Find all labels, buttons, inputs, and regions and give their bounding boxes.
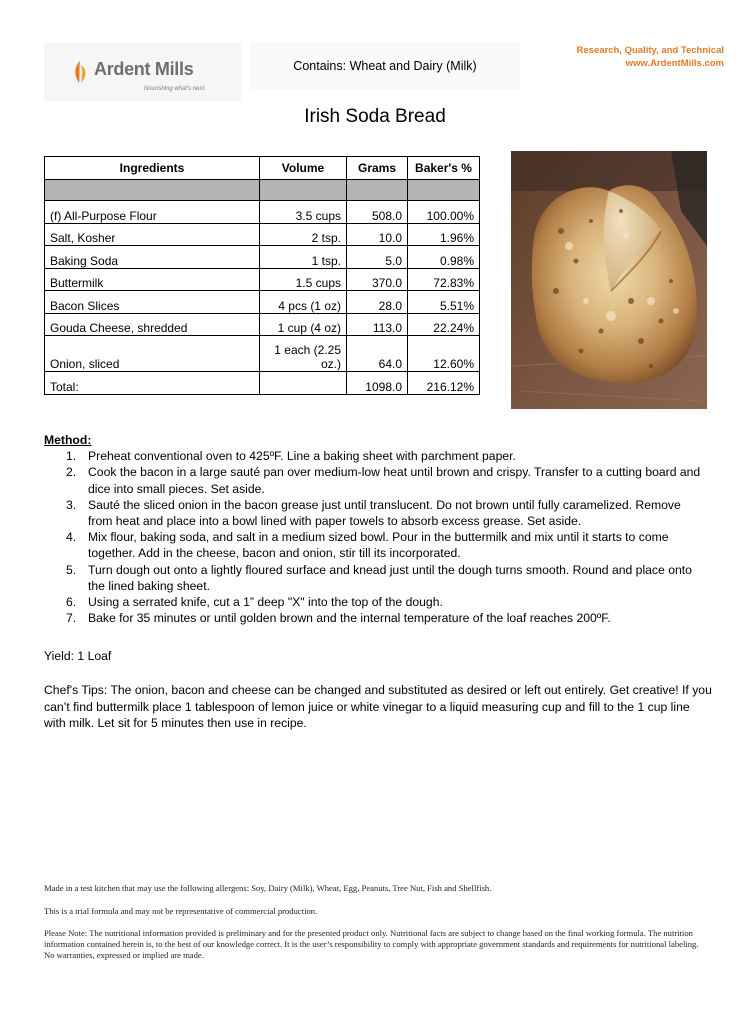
ingredient-name: Onion, sliced: [45, 336, 260, 372]
ingredient-percent: 1.96%: [408, 223, 480, 246]
table-row: [45, 336, 480, 372]
ingredient-grams: 5.0: [347, 246, 408, 269]
ingredient-percent: 0.98%: [408, 246, 480, 269]
ingredient-name: Buttermilk: [45, 268, 260, 291]
website-link[interactable]: www.ArdentMills.com: [625, 58, 724, 69]
ingredient-name: Baking Soda: [45, 246, 260, 269]
table-row: [45, 291, 480, 314]
table-row: [45, 246, 480, 269]
method-step: 2. Cook the bacon in a large sauté pan over medium-low heat until brown and crispy. Transfer to a cutting board and dice into small pieces. Set aside.: [66, 465, 701, 496]
department-label: Research, Quality, and Technical: [576, 45, 724, 56]
ingredient-grams: 28.0: [347, 291, 408, 314]
ingredient-volume: 2 tsp.: [260, 223, 347, 246]
ingredient-grams: 508.0: [347, 201, 408, 224]
ingredient-percent: 22.24%: [408, 313, 480, 336]
ingredients-table: [44, 156, 480, 395]
ingredient-volume: 3.5 cups: [260, 201, 347, 224]
method-steps: [44, 448, 704, 626]
bread-photo: [511, 151, 707, 409]
footer-allergens: Made in a test kitchen that may use the following allergens: Soy, Dairy (Milk), Wheat, Egg, Peanuts, Tree Nut, Fish and Shellfish.: [44, 883, 492, 893]
table-total-row: [45, 372, 480, 395]
method-step: 5. Turn dough out onto a lightly floured surface and knead just until the dough turns smooth. Round and place onto the lined baking sheet.: [66, 562, 692, 593]
col-header-grams: Grams: [347, 157, 408, 180]
corporate-info: [577, 44, 724, 70]
total-grams: 1098.0: [347, 372, 408, 395]
ingredient-volume: 1.5 cups: [260, 268, 347, 291]
chefs-tips: Chef's Tips: The onion, bacon and cheese can be changed and substituted as desired or left out entirely. Get creative! If you can’t find buttermilk place 1 tablespoon of lemon juice or white vinegar to a liquid measuring cup and fill to the 1 cup line with milk. Let sit for 5 minutes then use in recipe.: [44, 683, 712, 730]
ingredient-grams: 370.0: [347, 268, 408, 291]
ingredient-grams: 10.0: [347, 223, 408, 246]
ingredient-percent: 72.83%: [408, 268, 480, 291]
method-heading: Method:: [44, 433, 92, 447]
method-step: 6. Using a serrated knife, cut a 1” deep "X" into the top of the dough.: [66, 595, 443, 610]
col-header-volume: Volume: [260, 157, 347, 180]
table-header-row: [45, 157, 480, 180]
wheat-leaf-icon: [70, 59, 90, 85]
footer-nutrition-note: Please Note: The nutritional information provided is preliminary and for the presented product only. Nutritional facts are subject to change based on the final working formula. The nutrition information contained herein is, to the best of our knowledge correct. It is the user’s responsibility to comply with appropriate government standards and requirements for nutritional labeling. No warranties, expressed or implied are made.: [44, 928, 699, 960]
brand-logo: [44, 42, 242, 102]
total-percent: 216.12%: [408, 372, 480, 395]
ingredient-name: (f) All-Purpose Flour: [45, 201, 260, 224]
method-step: 4. Mix flour, baking soda, and salt in a medium sized bowl. Pour in the buttermilk and mix until it starts to come together. Add in the cheese, bacon and onion, stir till its incorporated.: [66, 530, 669, 561]
ingredient-volume: 4 pcs (1 oz): [260, 291, 347, 314]
recipe-yield: Yield: 1 Loaf: [44, 649, 112, 663]
ingredient-percent: 5.51%: [408, 291, 480, 314]
method-step: 1. Preheat conventional oven to 425ºF. Line a baking sheet with parchment paper.: [66, 449, 516, 464]
ingredient-percent: 12.60%: [408, 336, 480, 372]
ingredient-name: Gouda Cheese, shredded: [45, 313, 260, 336]
method-step: 3. Sauté the sliced onion in the bacon grease just until translucent. Do not brown until fully caramelized. Remove from heat and place into a bowl lined with paper towels to absorb excess grease. Set aside.: [66, 497, 681, 529]
table-row: [45, 313, 480, 336]
method-step: 7. Bake for 35 minutes or until golden brown and the internal temperature of the loaf reaches 200ºF.: [66, 611, 611, 626]
table-row: [45, 201, 480, 224]
ingredient-name: Salt, Kosher: [45, 223, 260, 246]
col-header-ingredients: Ingredients: [45, 157, 260, 180]
allergen-notice-box: [250, 42, 520, 90]
table-row: [45, 223, 480, 246]
ingredient-volume: 1 each (2.25 oz.): [260, 336, 347, 372]
ingredient-volume: 1 tsp.: [260, 246, 347, 269]
brand-tagline: Nourishing what's next.: [144, 86, 206, 92]
ingredient-percent: 100.00%: [408, 201, 480, 224]
table-spacer-row: [45, 180, 480, 201]
col-header-bakers-percent: Baker's %: [408, 157, 480, 180]
ingredient-volume: 1 cup (4 oz): [260, 313, 347, 336]
ingredient-grams: 113.0: [347, 313, 408, 336]
ingredient-name: Bacon Slices: [45, 291, 260, 314]
total-label: Total:: [45, 372, 260, 395]
footer-trial-note: This is a trial formula and may not be representative of commercial production.: [44, 906, 318, 916]
allergen-notice: Contains: Wheat and Dairy (Milk): [293, 59, 477, 73]
table-row: [45, 268, 480, 291]
method-section: [44, 432, 704, 626]
recipe-title: Irish Soda Bread: [304, 106, 446, 127]
brand-name: Ardent Mills: [94, 59, 194, 79]
ingredient-grams: 64.0: [347, 336, 408, 372]
